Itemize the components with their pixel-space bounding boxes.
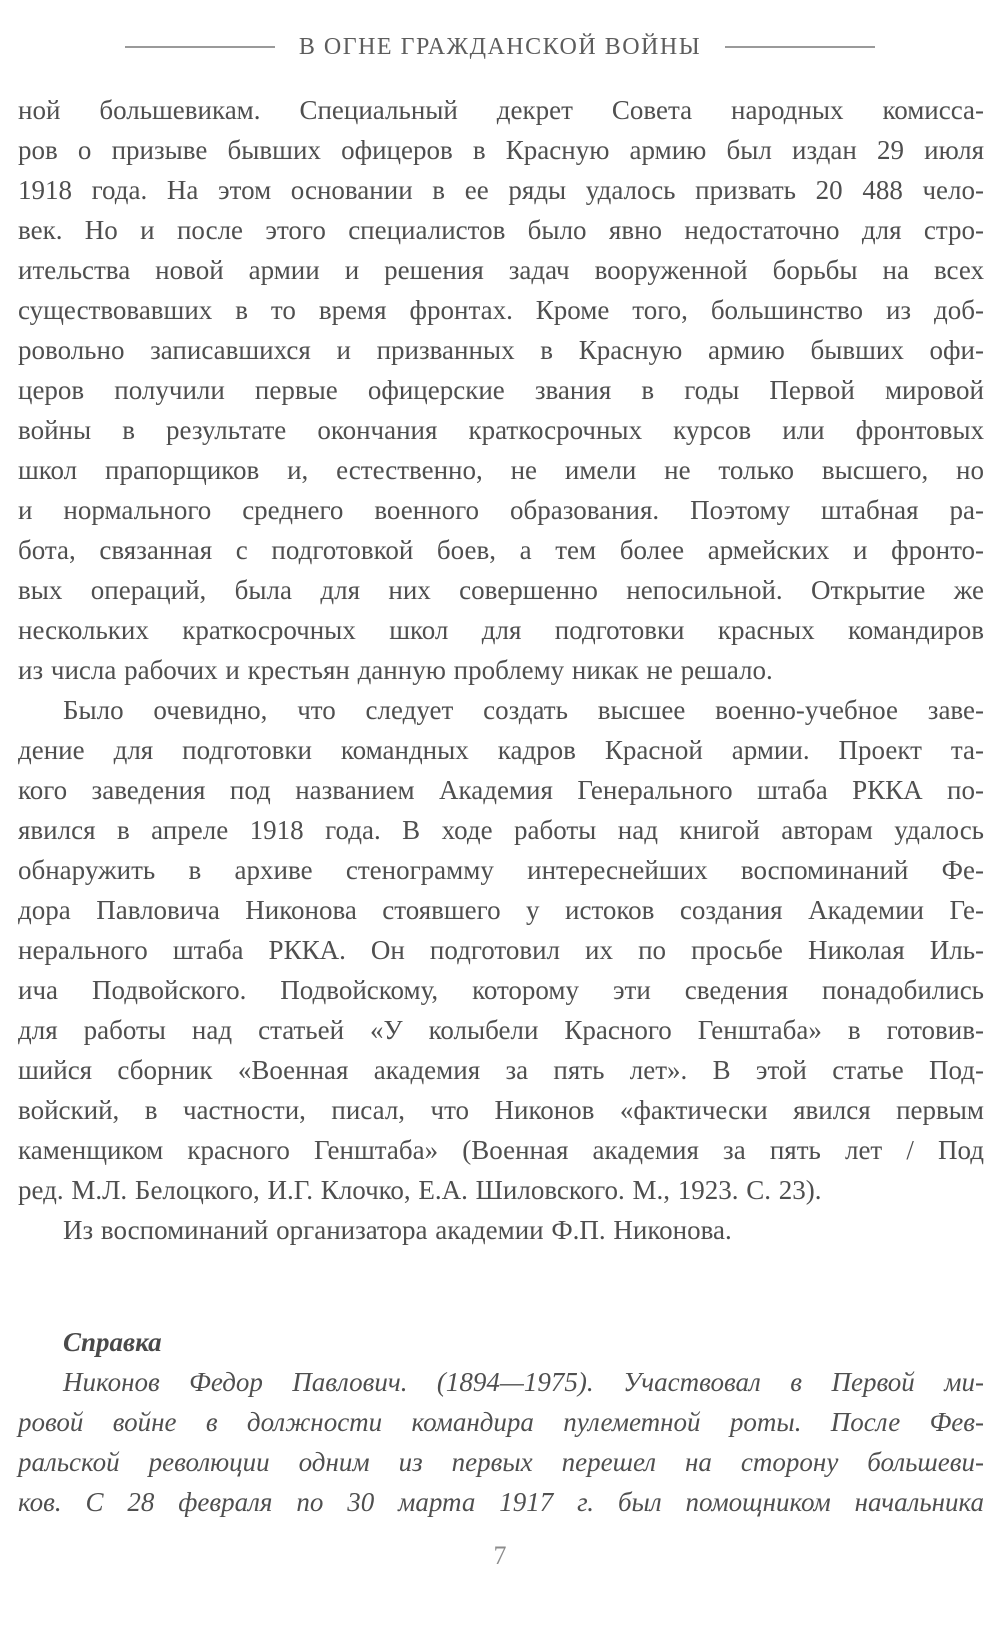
- text-line: ровольно записавшихся и призванных в Красную армию бывших офи-: [18, 335, 984, 365]
- page-number: 7: [493, 1541, 507, 1570]
- text-line: из числа рабочих и крестьян данную проблему никак не решало.: [18, 655, 773, 685]
- text-line: вых операций, была для них совершенно непосильной. Открытие же: [18, 575, 984, 605]
- text-line: явился в апреле 1918 года. В ходе работы над книгой авторам удалось: [18, 815, 984, 845]
- text-line: и нормального среднего военного образования. Поэтому штабная ра-: [18, 495, 984, 525]
- text-line: шийся сборник «Военная академия за пять лет». В этой статье Под-: [18, 1055, 984, 1085]
- text-line: каменщиком красного Генштаба» (Военная академия за пять лет / Под: [18, 1135, 984, 1165]
- text-line: Никонов Федор Павлович. (1894—1975). Участвовал в Первой ми-: [63, 1367, 984, 1397]
- reference-heading: Справка: [63, 1327, 162, 1357]
- header-rule-left: [125, 46, 275, 48]
- text-line: церов получили первые офицерские звания в годы Первой мировой: [18, 375, 984, 405]
- text-line: нескольких краткосрочных школ для подготовки красных командиров: [18, 615, 984, 645]
- chapter-title: В ОГНЕ ГРАЖДАНСКОЙ ВОЙНЫ: [298, 33, 702, 60]
- text-line: дора Павловича Никонова стоявшего у истоков создания Академии Ге-: [18, 895, 984, 925]
- body-text: [18, 90, 984, 1522]
- text-line: ральской революции одним из первых перешел на сторону большеви-: [18, 1447, 984, 1477]
- text-line: существовавших в то время фронтах. Кроме того, большинство из доб-: [18, 295, 984, 325]
- running-header: [0, 30, 1000, 64]
- text-line: войский, в частности, писал, что Никонов «фактически явился первым: [18, 1095, 984, 1125]
- text-line: ровой войне в должности командира пулеметной роты. После Фев-: [18, 1407, 984, 1437]
- reference-note: [18, 1322, 984, 1522]
- text-line: Из воспоминаний организатора академии Ф.П. Никонова.: [63, 1215, 732, 1245]
- text-line: бота, связанная с подготовкой боев, а тем более армейских и фронто-: [18, 535, 984, 565]
- text-line: нерального штаба РККА. Он подготовил их по просьбе Николая Иль-: [18, 935, 984, 965]
- header-rule-right: [725, 46, 875, 48]
- text-line: школ прапорщиков и, естественно, не имели не только высшего, но: [18, 455, 984, 485]
- text-line: обнаружить в архиве стенограмму интереснейших воспоминаний Фе-: [18, 855, 984, 885]
- text-line: ред. М.Л. Белоцкого, И.Г. Клочко, Е.А. Шиловского. М., 1923. С. 23).: [18, 1175, 822, 1205]
- text-line: 1918 года. На этом основании в ее ряды удалось призвать 20 488 чело-: [18, 175, 984, 205]
- text-line: ков. С 28 февраля по 30 марта 1917 г. был помощником начальника: [18, 1487, 984, 1517]
- text-line: век. Но и после этого специалистов было явно недостаточно для стро-: [18, 215, 984, 245]
- text-line: ной большевикам. Специальный декрет Совета народных комисса-: [18, 95, 984, 125]
- text-line: дение для подготовки командных кадров Красной армии. Проект та-: [18, 735, 984, 765]
- text-line: для работы над статьей «У колыбели Красного Генштаба» в готовив-: [18, 1015, 984, 1045]
- text-line: ительства новой армии и решения задач вооруженной борьбы на всех: [18, 255, 984, 285]
- text-line: ича Подвойского. Подвойскому, которому эти сведения понадобились: [18, 975, 984, 1005]
- text-line: ров о призыве бывших офицеров в Красную армию был издан 29 июля: [18, 135, 984, 165]
- text-line: Было очевидно, что следует создать высшее военно-учебное заве-: [63, 695, 984, 725]
- text-line: кого заведения под названием Академия Генерального штаба РККА по-: [18, 775, 984, 805]
- text-line: войны в результате окончания краткосрочных курсов или фронтовых: [18, 415, 984, 445]
